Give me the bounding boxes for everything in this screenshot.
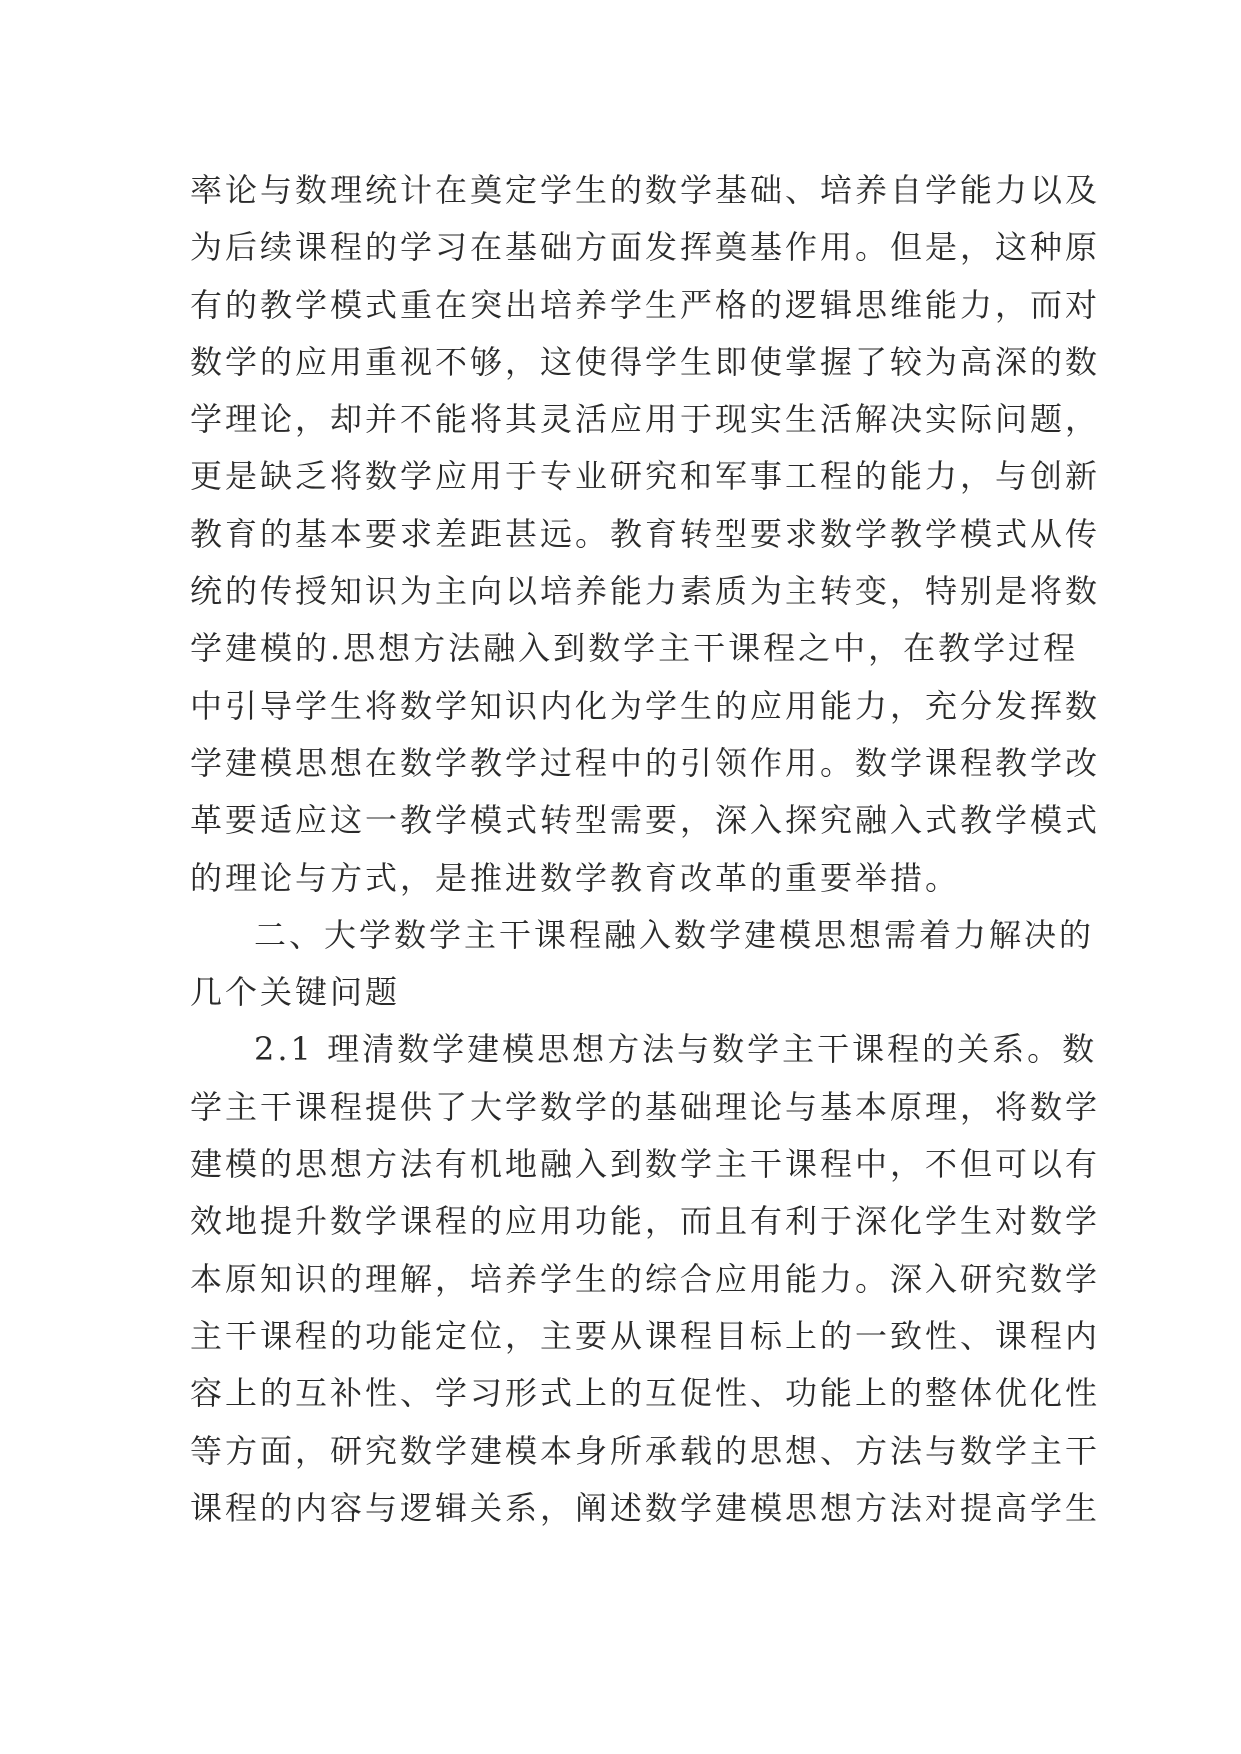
paragraph-2-1 — [190, 1021, 1101, 1537]
text-line: 有的教学模式重在突出培养学生严格的逻辑思维能力，而对 — [190, 285, 1101, 324]
text-line: 本原知识的理解，培养学生的综合应用能力。深入研究数学 — [190, 1259, 1101, 1298]
text-line: 革要适应这一教学模式转型需要，深入探究融入式教学模式 — [190, 801, 1101, 840]
section-heading — [190, 907, 1095, 1022]
text-line: 更是缺乏将数学应用于专业研究和军事工程的能力，与创新 — [190, 457, 1101, 496]
text-line: 学建模的.思想方法融入到数学主干课程之中，在教学过程 — [190, 629, 1079, 668]
text-line: 统的传授知识为主向以培养能力素质为主转变，特别是将数 — [190, 572, 1101, 611]
text-line: 的理论与方式，是推进数学教育改革的重要举措。 — [190, 858, 961, 897]
heading-line: 二、大学数学主干课程融入数学建模思想需着力解决的 — [254, 915, 1095, 954]
text-line: 中引导学生将数学知识内化为学生的应用能力，充分发挥数 — [190, 686, 1101, 725]
text-line: 学主干课程提供了大学数学的基础理论与基本原理，将数学 — [190, 1087, 1101, 1126]
text-line: 容上的互补性、学习形式上的互促性、功能上的整体优化性 — [190, 1374, 1101, 1413]
paragraph-1 — [190, 162, 1101, 907]
text-line: 2.1 理清数学建模思想方法与数学主干课程的关系。数 — [254, 1030, 1098, 1069]
text-line: 率论与数理统计在奠定学生的数学基础、培养自学能力以及 — [190, 171, 1101, 209]
text-line: 教育的基本要求差距甚远。教育转型要求数学教学模式从传 — [190, 514, 1101, 553]
text-line: 效地提升数学课程的应用功能，而且有利于深化学生对数学 — [190, 1202, 1101, 1241]
text-line: 学建模思想在数学教学过程中的引领作用。数学课程教学改 — [190, 743, 1101, 782]
text-line: 为后续课程的学习在基础方面发挥奠基作用。但是，这种原 — [190, 228, 1101, 267]
text-line: 学理论，却并不能将其灵活应用于现实生活解决实际问题， — [190, 400, 1101, 439]
text-line: 等方面，研究数学建模本身所承载的思想、方法与数学主干 — [190, 1431, 1101, 1470]
document-body — [190, 162, 1101, 1537]
text-line: 建模的思想方法有机地融入到数学主干课程中，不但可以有 — [190, 1145, 1101, 1184]
text-line: 课程的内容与逻辑关系，阐述数学建模思想方法对提高学生 — [190, 1488, 1101, 1527]
text-line: 数学的应用重视不够，这使得学生即使掌握了较为高深的数 — [190, 342, 1101, 381]
text-line: 主干课程的功能定位，主要从课程目标上的一致性、课程内 — [190, 1316, 1101, 1355]
heading-line: 几个关键问题 — [190, 973, 401, 1012]
